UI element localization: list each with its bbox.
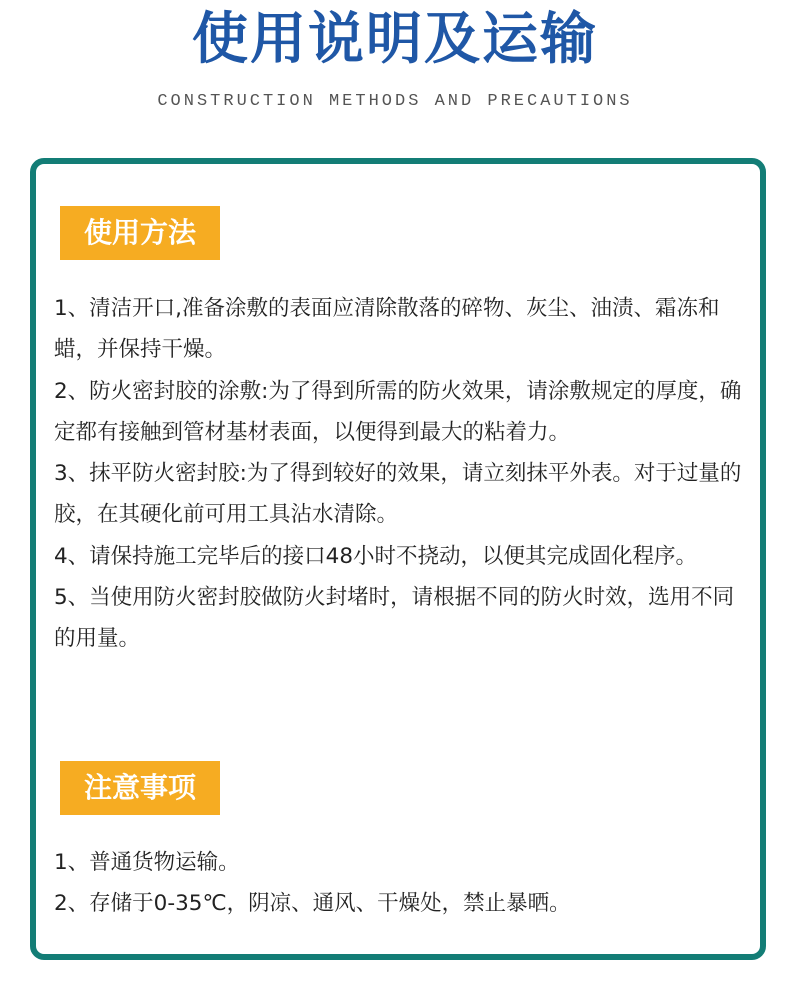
notes-heading: 注意事项 <box>60 761 220 815</box>
usage-heading: 使用方法 <box>60 206 220 260</box>
notes-item-1: 1、普通货物运输。 <box>54 850 240 875</box>
usage-item-5: 5、当使用防火密封胶做防火封堵时，请根据不同的防火时效，选用不同的用量。 <box>54 585 735 652</box>
usage-item-4: 4、请保持施工完毕后的接口48小时不挠动，以便其完成固化程序。 <box>54 543 698 569</box>
usage-list <box>54 288 754 660</box>
page-subtitle: CONSTRUCTION METHODS AND PRECAUTIONS <box>157 92 633 111</box>
notes-list <box>54 842 754 925</box>
page-title: 使用说明及运输 <box>192 7 598 72</box>
notes-item-2: 2、存储于0-35℃，阴凉、通风、干燥处，禁止暴晒。 <box>54 891 571 917</box>
usage-item-3: 3、抹平防火密封胶:为了得到较好的效果，请立刻抹平外表。对于过量的胶，在其硬化前可用工具沾水清除。 <box>54 461 742 528</box>
content-panel <box>30 158 766 960</box>
usage-item-2: 2、防火密封胶的涂敷:为了得到所需的防火效果，请涂敷规定的厚度，确定都有接触到管材基材表面，以便得到最大的粘着力。 <box>54 378 742 445</box>
usage-item-1: 1、清洁开口,准备涂敷的表面应清除散落的碎物、灰尘、油渍、霜冻和蜡，并保持干燥。 <box>54 296 720 363</box>
